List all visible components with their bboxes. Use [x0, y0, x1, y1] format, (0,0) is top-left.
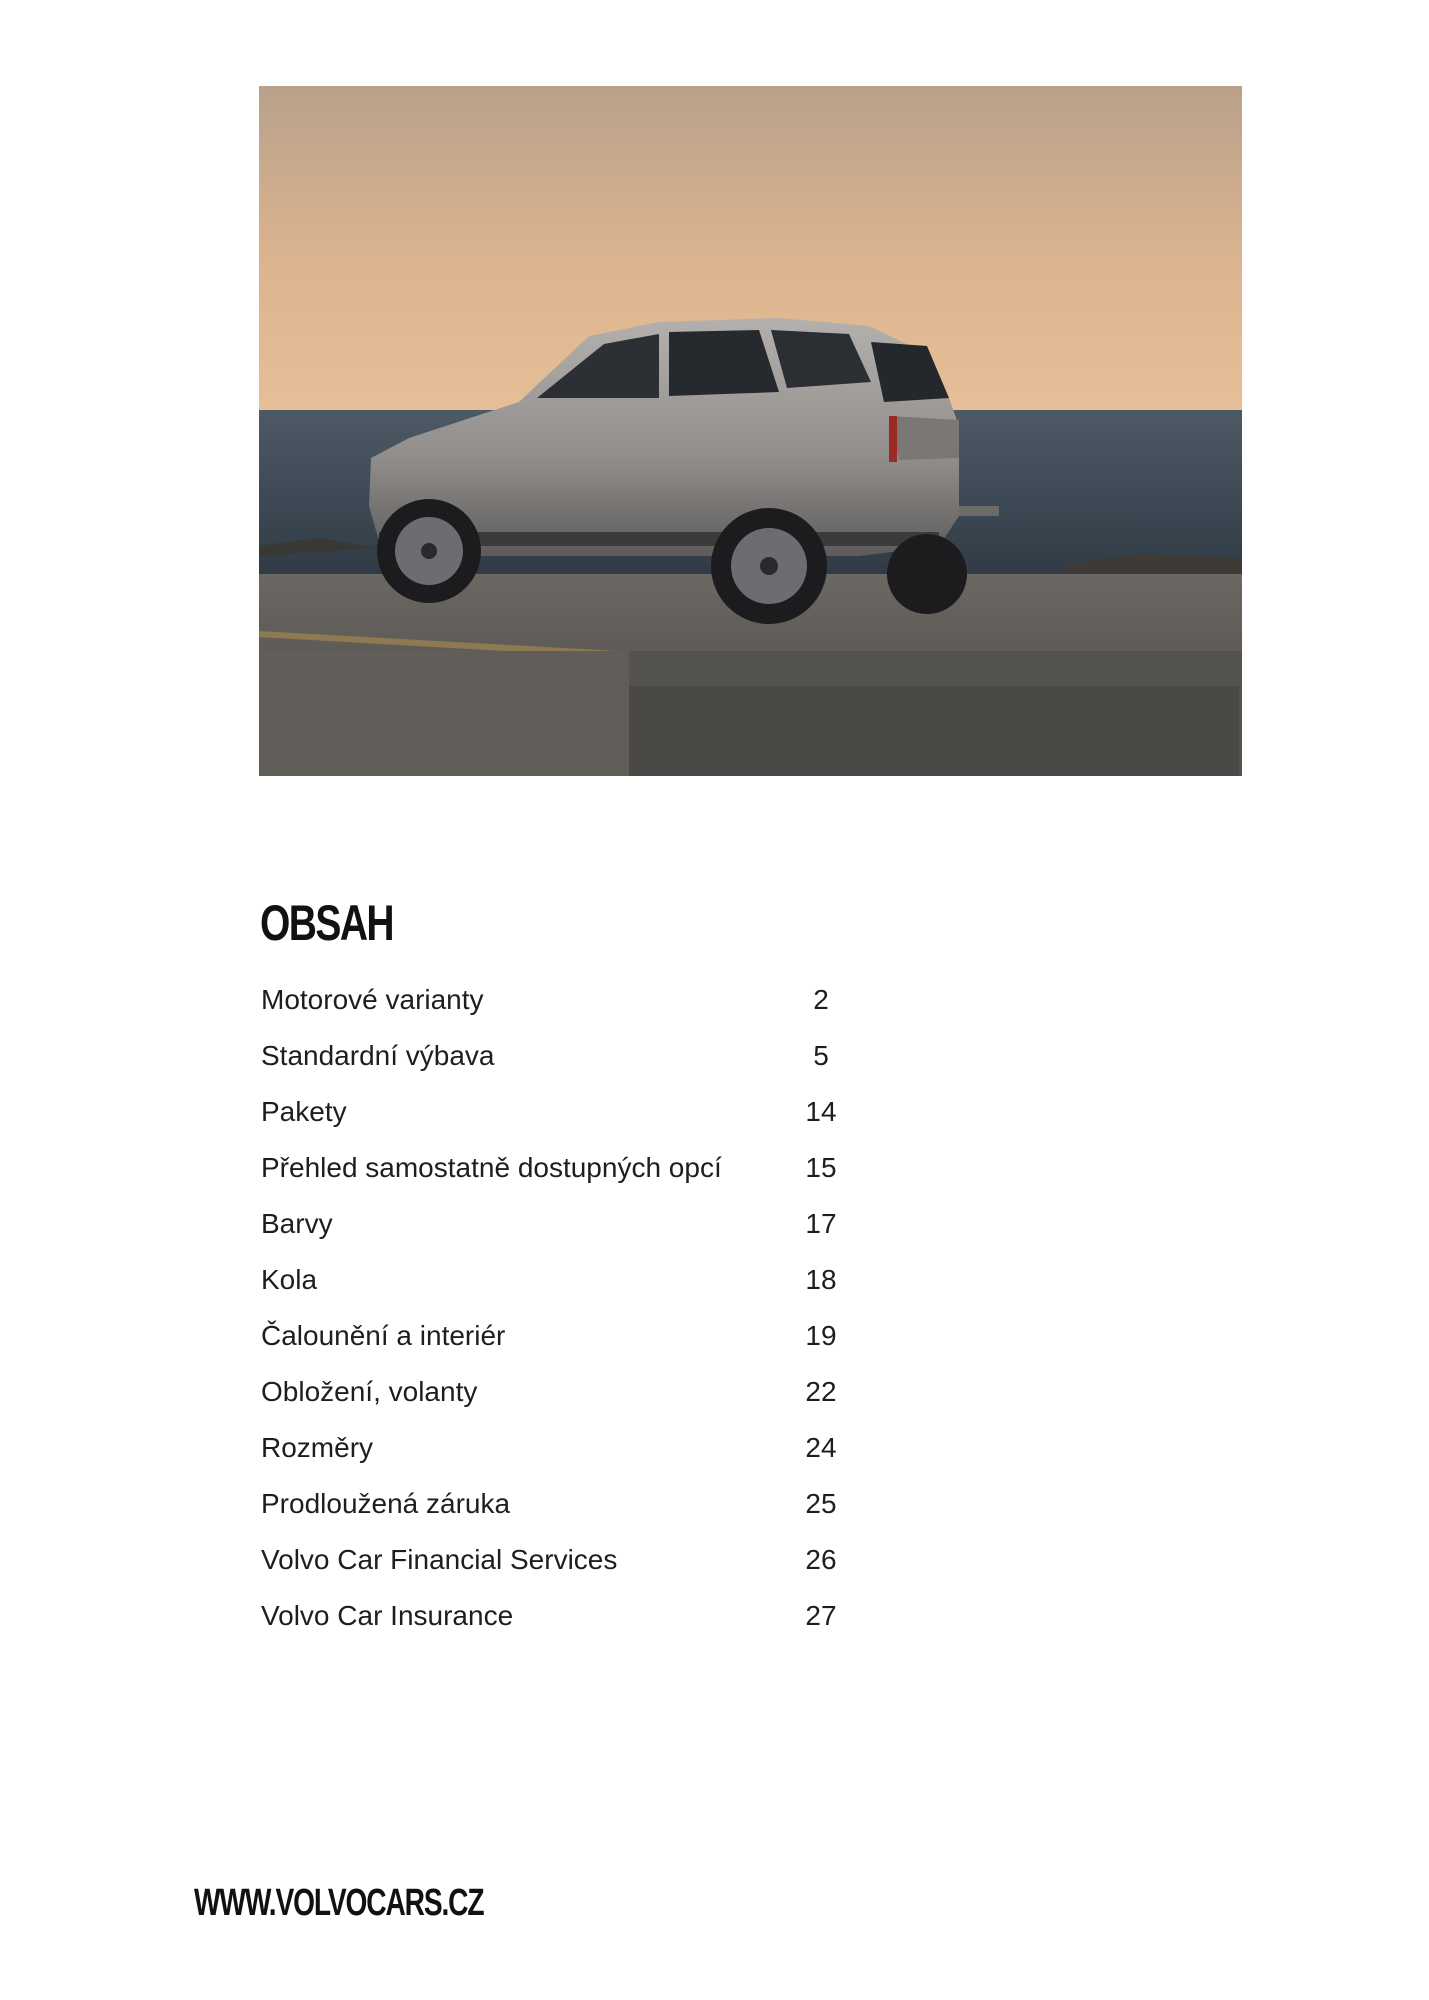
- toc-item-label: Barvy: [261, 1208, 333, 1239]
- toc-item-page: 27: [805, 1600, 837, 1631]
- toc-item-label: Volvo Car Financial Services: [261, 1544, 618, 1575]
- toc-item-page: 2: [813, 984, 829, 1015]
- website-link[interactable]: WWW.VOLVOCARS.CZ: [194, 1882, 484, 1924]
- toc-item[interactable]: [261, 1364, 861, 1420]
- toc-item[interactable]: [261, 972, 861, 1028]
- toc-heading: OBSAH: [260, 895, 394, 951]
- toc-item[interactable]: [261, 1476, 861, 1532]
- toc-item-page: 14: [805, 1096, 837, 1127]
- toc-item[interactable]: [261, 1532, 861, 1588]
- toc-item[interactable]: [261, 1140, 861, 1196]
- car-illustration: [259, 86, 1242, 776]
- toc-item-label: Čalounění a interiér: [261, 1320, 506, 1351]
- toc-item-page: 25: [805, 1488, 837, 1519]
- toc-item-label: Přehled samostatně dostupných opcí: [261, 1152, 722, 1183]
- toc-item[interactable]: [261, 1588, 861, 1644]
- toc-item-label: Standardní výbava: [261, 1040, 495, 1071]
- toc-item-page: 5: [813, 1040, 829, 1071]
- toc-item-page: 18: [805, 1264, 837, 1295]
- toc-item-label: Kola: [261, 1264, 318, 1295]
- toc-item-label: Obložení, volanty: [261, 1376, 478, 1407]
- toc-item-label: Motorové varianty: [261, 984, 484, 1015]
- toc-item-label: Pakety: [261, 1096, 347, 1127]
- toc-item-page: 19: [805, 1320, 837, 1351]
- toc-item[interactable]: [261, 1084, 861, 1140]
- toc-item-page: 17: [805, 1208, 837, 1239]
- toc-item-page: 24: [805, 1432, 837, 1463]
- toc-item-page: 26: [805, 1544, 837, 1575]
- toc-item-label: Prodloužená záruka: [261, 1488, 511, 1519]
- toc-item[interactable]: [261, 1308, 861, 1364]
- toc-item[interactable]: [261, 1196, 861, 1252]
- toc-item-label: Volvo Car Insurance: [261, 1600, 514, 1631]
- toc-item-page: 15: [805, 1152, 837, 1183]
- table-of-contents: [261, 972, 861, 1644]
- hero-car-photo: [259, 86, 1242, 776]
- toc-item[interactable]: [261, 1420, 861, 1476]
- toc-item-label: Rozměry: [261, 1432, 374, 1463]
- toc-item[interactable]: [261, 1252, 861, 1308]
- toc-item[interactable]: [261, 1028, 861, 1084]
- toc-item-page: 22: [805, 1376, 837, 1407]
